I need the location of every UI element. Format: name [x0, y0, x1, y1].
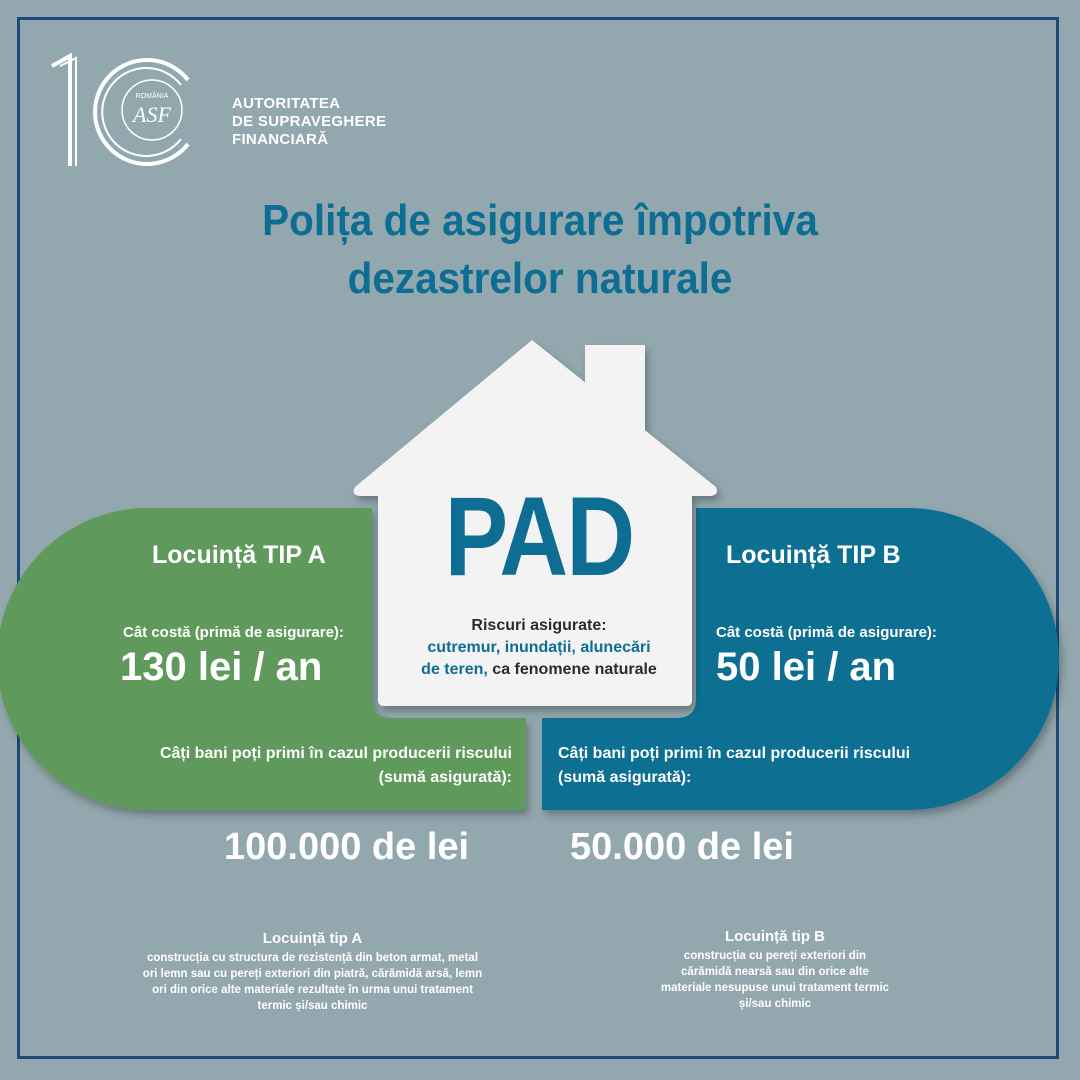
pad-abbreviation: PAD — [444, 474, 634, 599]
svg-text:ASF: ASF — [133, 102, 171, 127]
type-a-cost-label: Cât costă (primă de asigurare): — [123, 624, 344, 641]
type-b-cost-label: Cât costă (primă de asigurare): — [716, 624, 937, 641]
type-a-heading: Locuință TIP A — [152, 541, 326, 569]
type-a-cost-value: 130 lei / an — [120, 645, 323, 689]
type-a-sum-label: Câți bani poți primi în cazul producerii riscului (sumă asigurată): — [159, 745, 512, 786]
page-title: Polița de asigurare împotriva dezastrelor naturale — [262, 196, 818, 303]
type-b-heading: Locuință TIP B — [726, 541, 901, 569]
type-b-cost-value: 50 lei / an — [716, 645, 897, 689]
insured-risks: Riscuri asigurate: cutremur, inundații, alunecări de teren, ca fenomene naturale — [421, 617, 657, 678]
footnote-type-b: Locuință tip B construcția cu pereți exteriori din cărămidă nearsă sau din orice alte materiale nesupuse unui tratament termic și/sau chimic — [660, 928, 890, 1010]
type-b-sum-label: Câți bani poți primi în cazul producerii riscului (sumă asigurată): — [558, 745, 911, 786]
svg-text:ROMÂNIA: ROMÂNIA — [135, 93, 169, 100]
footnote-type-a: Locuință tip A construcția cu structura de rezistență din beton armat, metal ori lemn sau cu pereți exteriori din piatră, cărămidă arsă, lemn ori din orice alte materiale rezultate în urma unui tratament termic și/sau chimic — [142, 930, 483, 1012]
type-a-sum-value: 100.000 de lei — [224, 826, 470, 868]
type-b-sum-value: 50.000 de lei — [570, 826, 794, 868]
organization-name: AUTORITATEA DE SUPRAVEGHERE FINANCIARĂ — [232, 95, 387, 148]
